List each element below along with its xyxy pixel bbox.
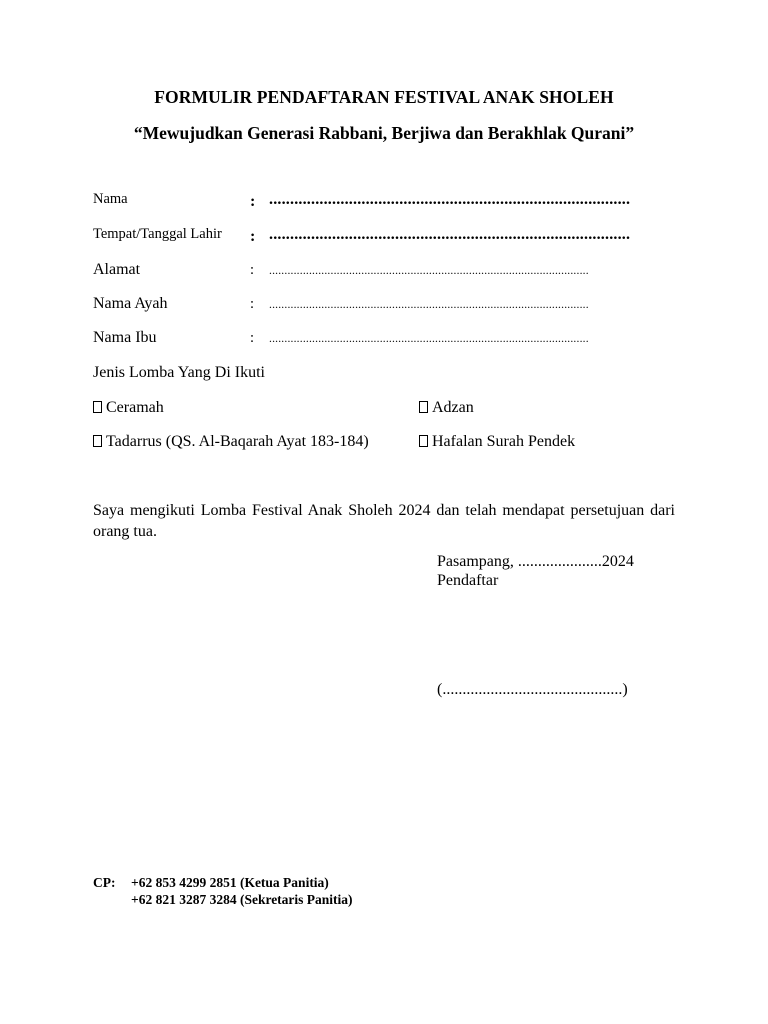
signature-name-line: (.............................................) [437, 681, 628, 698]
checkbox-icon[interactable] [93, 435, 102, 447]
option-ceramah[interactable] [93, 399, 164, 417]
field-fill-line[interactable]: ........................................................................................................ [269, 333, 589, 345]
field-fill-line[interactable]: ........................................................................................................ [269, 299, 589, 311]
form-title: FORMULIR PENDAFTARAN FESTIVAL ANAK SHOLEH [154, 87, 614, 107]
option-adzan[interactable] [419, 399, 474, 417]
contact-person-label: CP: [93, 875, 116, 890]
option-tadarrus[interactable] [93, 433, 369, 451]
field-colon: : [250, 193, 256, 210]
field-fill-line[interactable]: ........................................................................................................ [269, 265, 589, 277]
option-label: Hafalan Surah Pendek [432, 433, 576, 450]
field-label: Alamat [93, 261, 141, 278]
option-label: Adzan [432, 399, 474, 416]
field-label: Nama Ibu [93, 329, 157, 346]
field-fill-line[interactable]: ...................................................................................... [269, 191, 631, 208]
field-colon: : [250, 296, 255, 312]
field-label: Tempat/Tanggal Lahir [93, 226, 222, 242]
option-label: Ceramah [106, 399, 164, 416]
checkbox-icon[interactable] [93, 401, 102, 413]
option-hafalan-surah-pendek[interactable] [419, 433, 575, 451]
field-label: Nama Ayah [93, 295, 168, 312]
consent-statement: Saya mengikuti Lomba Festival Anak Sholeh 2024 dan telah mendapat persetujuan dari orang tua. [93, 502, 675, 540]
competition-section-label: Jenis Lomba Yang Di Ikuti [93, 364, 265, 381]
field-fill-line[interactable]: ...................................................................................... [269, 226, 631, 243]
option-label: Tadarrus (QS. Al-Baqarah Ayat 183-184) [106, 433, 369, 450]
contact-phone-sekretaris: +62 821 3287 3284 (Sekretaris Panitia) [131, 892, 353, 907]
contact-phone-ketua: +62 853 4299 2851 (Ketua Panitia) [131, 875, 329, 890]
field-colon: : [250, 330, 255, 346]
checkbox-icon[interactable] [419, 401, 428, 413]
field-label: Nama [93, 191, 128, 207]
field-colon: : [250, 228, 256, 245]
field-colon: : [250, 262, 255, 278]
signer-role: Pendaftar [437, 572, 499, 589]
form-subtitle: “Mewujudkan Generasi Rabbani, Berjiwa dan Berakhlak Qurani” [133, 123, 635, 143]
checkbox-icon[interactable] [419, 435, 428, 447]
signature-place-date: Pasampang, .....................2024 [437, 553, 634, 570]
